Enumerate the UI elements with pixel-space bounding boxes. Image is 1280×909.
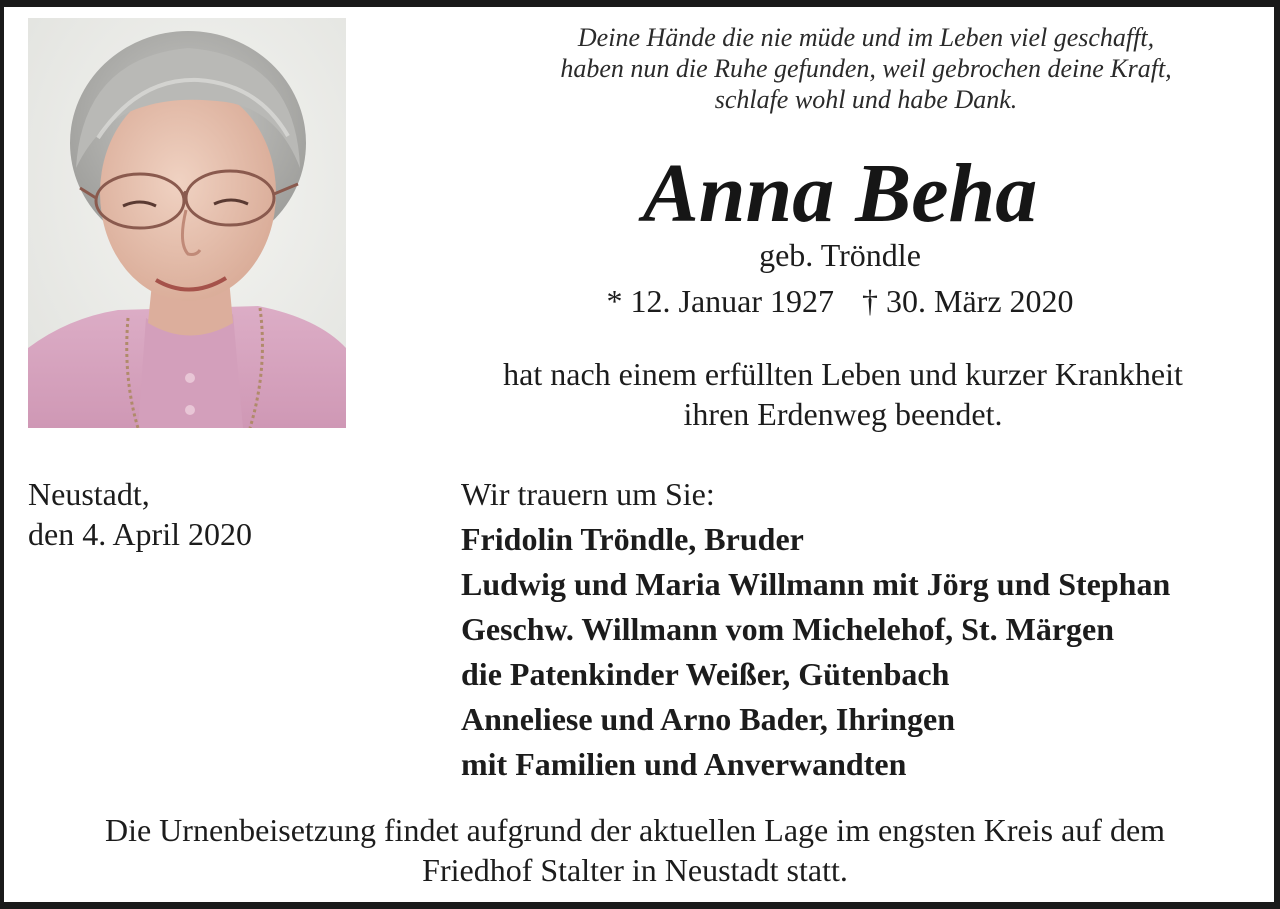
place-and-date (28, 474, 408, 554)
portrait-photo (28, 18, 346, 428)
mourner-line: die Patenkinder Weißer, Gütenbach (461, 656, 950, 692)
mourners-list (461, 474, 1261, 787)
mourner-line: Ludwig und Maria Willmann mit Jörg und Stephan (461, 566, 1171, 602)
mourner-line: Fridolin Tröndle, Bruder (461, 521, 804, 557)
mourner-line: Anneliese und Arno Bader, Ihringen (461, 701, 956, 737)
mourner-line: Geschw. Willmann vom Michelehof, St. Märgen (461, 611, 1115, 647)
statement-line: hat nach einem erfüllten Leben und kurzer Krankheit (503, 356, 1183, 392)
burial-notice (20, 810, 1250, 890)
poem-line: Deine Hände die nie müde und im Leben viel geschafft, (577, 23, 1155, 52)
death-statement (443, 354, 1243, 434)
mourner-line: mit Familien und Anverwandten (461, 746, 907, 782)
date-line: den 4. April 2020 (28, 516, 252, 552)
maiden-name: geb. Tröndle (759, 237, 921, 273)
poem-line: schlafe wohl und habe Dank. (714, 85, 1018, 114)
death-date: † 30. März 2020 (862, 283, 1074, 319)
birth-date: * 12. Januar 1927 (606, 283, 834, 319)
burial-line: Die Urnenbeisetzung findet aufgrund der aktuellen Lage im engsten Kreis auf dem (104, 812, 1166, 848)
burial-line: Friedhof Stalter in Neustadt statt. (422, 852, 848, 888)
statement-line: ihren Erdenweg beendet. (683, 396, 1003, 432)
place-line: Neustadt, (28, 476, 150, 512)
memorial-poem (466, 22, 1266, 115)
life-dates (440, 281, 1240, 321)
mourners-intro: Wir trauern um Sie: (461, 476, 715, 512)
deceased-name: Anna Beha (642, 147, 1038, 240)
poem-line: haben nun die Ruhe gefunden, weil gebrochen deine Kraft, (560, 54, 1172, 83)
